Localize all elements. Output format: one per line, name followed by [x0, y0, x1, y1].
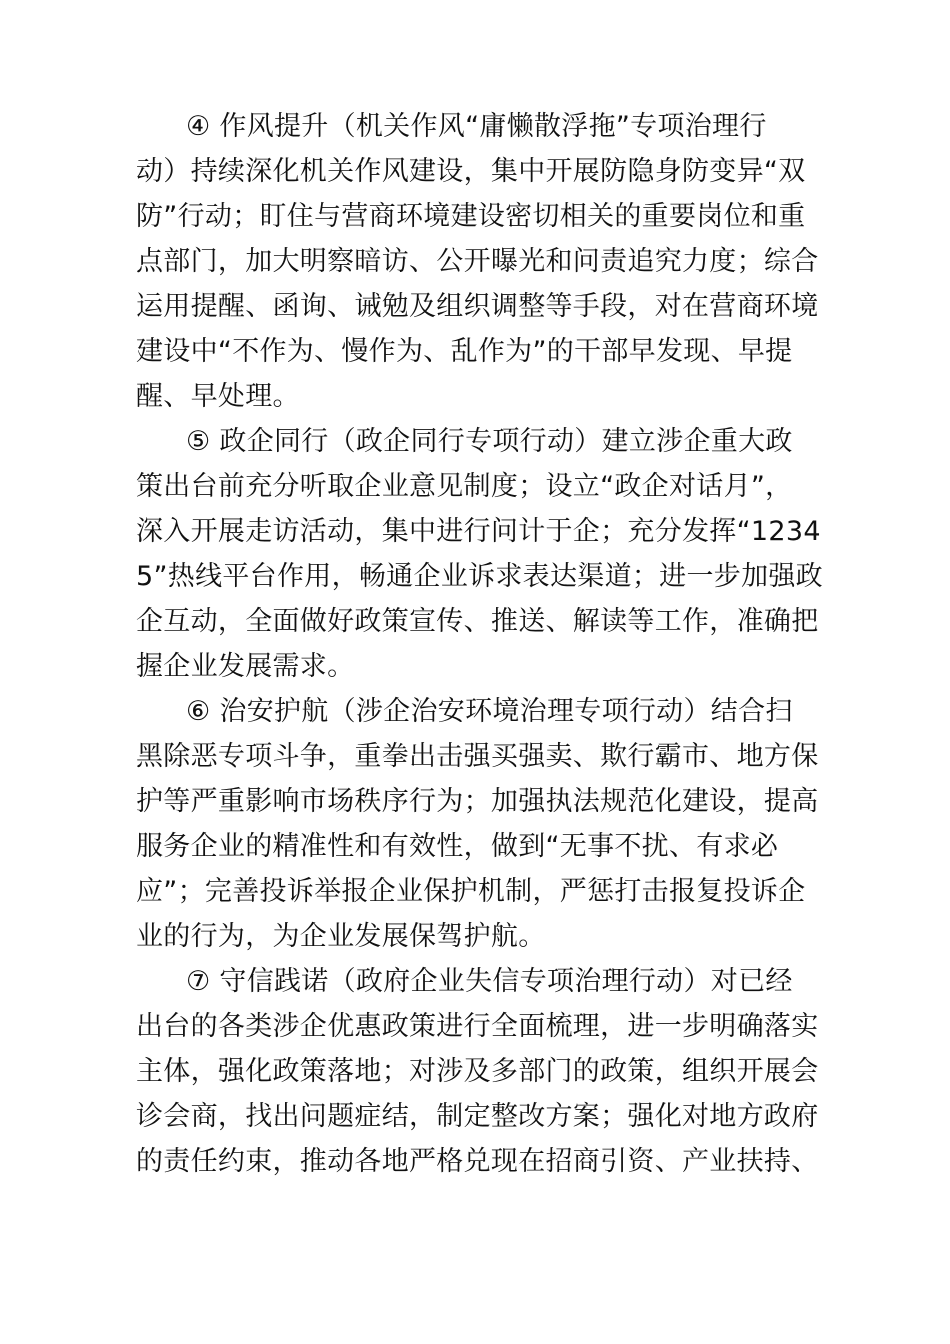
text-line: 动）持续深化机关作风建设，集中开展防隐身防变异“双 [136, 156, 806, 187]
text-line: 诊会商，找出问题症结，制定整改方案；强化对地方政府 [136, 1101, 819, 1132]
text-line: 建设中“不作为、慢作为、乱作为”的干部早发现、早提 [136, 336, 793, 367]
text-line: 点部门，加大明察暗访、公开曝光和问责追究力度；综合 [136, 246, 819, 277]
text-line: 黑除恶专项斗争，重拳出击强买强卖、欺行霸市、地方保 [136, 741, 819, 772]
text-line: ⑥ 治安护航（涉企治安环境治理专项行动）结合扫 [186, 696, 793, 727]
text-line: 握企业发展需求。 [136, 651, 355, 682]
text-line: 主体，强化政策落地；对涉及多部门的政策，组织开展会 [136, 1056, 819, 1087]
text-line: 出台的各类涉企优惠政策进行全面梳理，进一步明确落实 [136, 1011, 819, 1042]
text-line: 服务企业的精准性和有效性，做到“无事不扰、有求必 [136, 831, 779, 862]
text-line: 企互动，全面做好政策宣传、推送、解读等工作，准确把 [136, 606, 819, 637]
text-line: 防”行动；盯住与营商环境建设密切相关的重要岗位和重 [136, 201, 806, 232]
text-line: ⑦ 守信践诺（政府企业失信专项治理行动）对已经 [186, 966, 793, 997]
text-line: 5”热线平台作用，畅通企业诉求表达渠道；进一步加强政 [136, 561, 823, 592]
text-line: ④ 作风提升（机关作风“庸懒散浮拖”专项治理行 [186, 111, 767, 142]
text-line: 运用提醒、函询、诫勉及组织调整等手段，对在营商环境 [136, 291, 819, 322]
text-line: 醒、早处理。 [136, 381, 300, 412]
text-line: 应”；完善投诉举报企业保护机制，严惩打击报复投诉企 [136, 876, 806, 907]
text-line: ⑤ 政企同行（政企同行专项行动）建立涉企重大政 [186, 426, 793, 457]
text-line: 策出台前充分听取企业意见制度；设立“政企对话月”， [136, 471, 793, 502]
text-line: 的责任约束，推动各地严格兑现在招商引资、产业扶持、 [136, 1146, 819, 1177]
text-line: 深入开展走访活动，集中进行问计于企；充分发挥“1234 [136, 516, 821, 547]
text-line: 护等严重影响市场秩序行为；加强执法规范化建设，提高 [136, 786, 819, 817]
text-line: 业的行为，为企业发展保驾护航。 [136, 921, 546, 952]
